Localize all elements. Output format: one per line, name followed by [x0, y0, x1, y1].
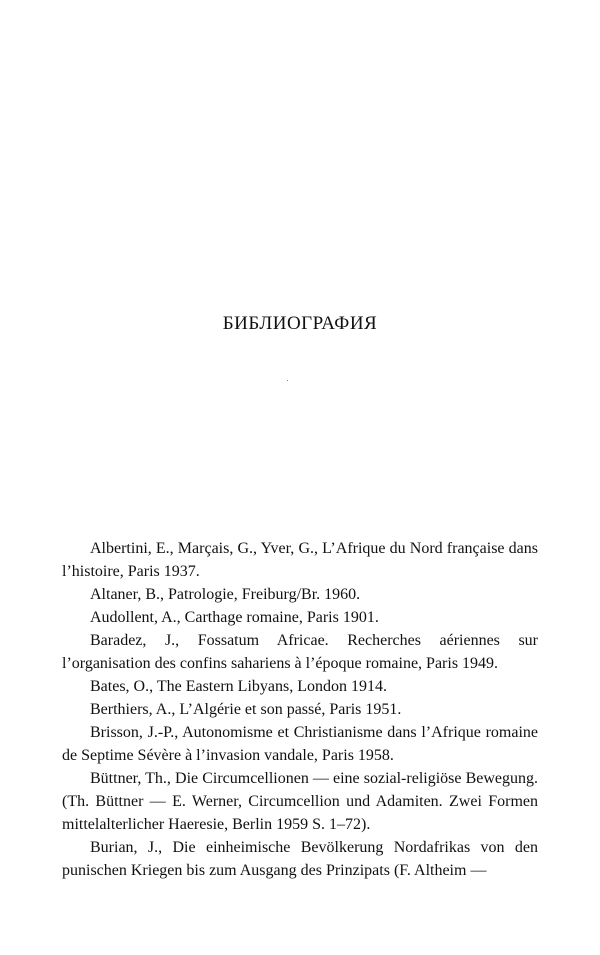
bibliography-entry: Berthiers, A., L’Algérie et son passé, Paris 1951.: [90, 701, 402, 718]
bibliography-entry: Brisson, J.-P., Autonomisme et Christianisme dans l’Afrique romaine de Septime Sévère à l’invasion vandale, Paris 1958.: [62, 724, 538, 764]
bibliography-entry: Altaner, B., Patrologie, Freiburg/Br. 1960.: [90, 586, 361, 603]
bibliography-entry: Büttner, Th., Die Circumcellionen — eine sozial-religiöse Bewegung. (Th. Büttner — E. Werner, Circumcellion und Adamiten. Zwei Formen mittelalterlicher Haeresie, Berlin 1959 S. 1–72).: [62, 770, 538, 833]
bibliography-entry: Baradez, J., Fossatum Africae. Recherches aériennes sur l’organisation des confins sahariens à l’époque romaine, Paris 1949.: [62, 632, 538, 672]
bibliography-list: [62, 537, 538, 882]
page-speck: [287, 380, 288, 381]
bibliography-entry: Albertini, E., Marçais, G., Yver, G., L’Afrique du Nord française dans l’histoire, Paris 1937.: [62, 540, 538, 580]
page-title: БИБЛИОГРАФИЯ: [222, 313, 378, 334]
bibliography-entry: Bates, O., The Eastern Libyans, London 1914.: [90, 678, 387, 695]
bibliography-entry: Burian, J., Die einheimische Bevölkerung Nordafrikas von den punischen Kriegen bis zum Ausgang des Prinzipats (F. Altheim —: [62, 839, 538, 879]
bibliography-entry: Audollent, A., Carthage romaine, Paris 1901.: [90, 609, 379, 626]
